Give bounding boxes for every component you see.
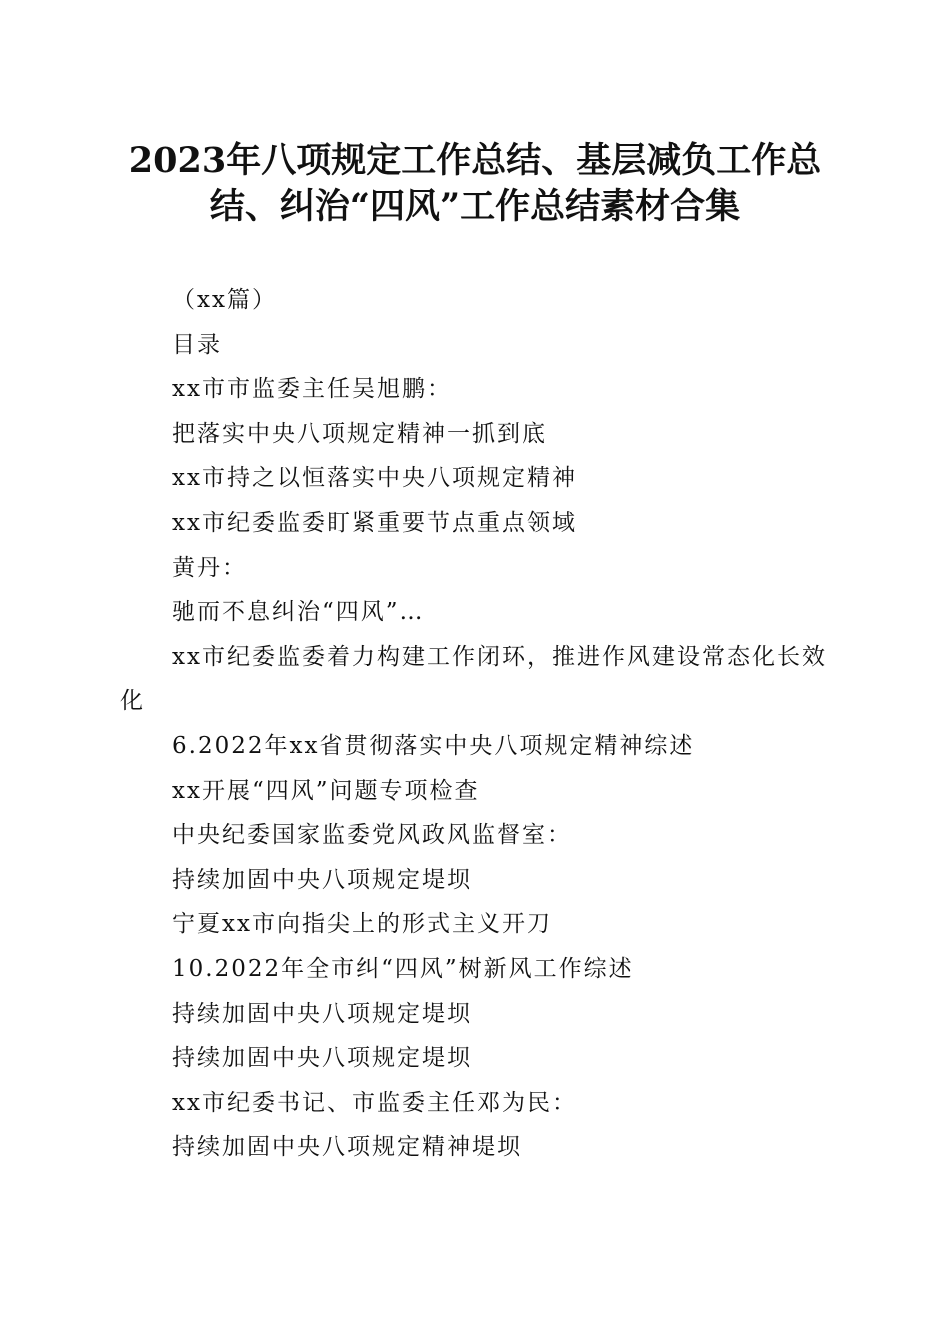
toc-item: 持续加固中央八项规定精神堤坝 <box>172 1134 522 1161</box>
paragraph-count: （xx篇） <box>172 287 277 313</box>
document-title <box>0 138 950 230</box>
toc-item: xx市纪委书记、市监委主任邓为民： <box>172 1089 577 1116</box>
toc-item: 把落实中央八项规定精神一抓到底 <box>172 420 547 447</box>
toc-item: 黄丹： <box>172 554 247 581</box>
toc-item: 持续加固中央八项规定堤坝 <box>172 1000 472 1027</box>
toc-item: xx市纪委监委盯紧重要节点重点领域 <box>172 509 577 536</box>
toc-item: 持续加固中央八项规定堤坝 <box>172 1045 472 1072</box>
toc-item: 6.2022年xx省贯彻落实中央八项规定精神综述 <box>172 732 695 759</box>
toc-item: xx市持之以恒落实中央八项规定精神 <box>172 465 577 492</box>
toc-item: xx开展“四风”问题专项检查 <box>172 777 480 804</box>
title-line-2: 结、纠治“四风”工作总结素材合集 <box>209 186 741 227</box>
toc-item: xx市纪委监委着力构建工作闭环，推进作风建设常态化长效化 <box>120 643 827 715</box>
paragraph-toc-heading: 目录 <box>172 331 222 358</box>
toc-item: 驰而不息纠治“四风”… <box>172 599 425 626</box>
title-line-1: 2023年八项规定工作总结、基层减负工作总 <box>128 140 822 181</box>
toc-item: 10.2022年全市纠“四风”树新风工作综述 <box>172 955 634 982</box>
toc-item: xx市市监委主任吴旭鹏： <box>172 376 452 403</box>
toc-item: 持续加固中央八项规定堤坝 <box>172 866 472 893</box>
document-body <box>120 278 840 1170</box>
toc-item: 中央纪委国家监委党风政风监督室： <box>172 822 572 849</box>
toc-item: 宁夏xx市向指尖上的形式主义开刀 <box>172 911 552 938</box>
